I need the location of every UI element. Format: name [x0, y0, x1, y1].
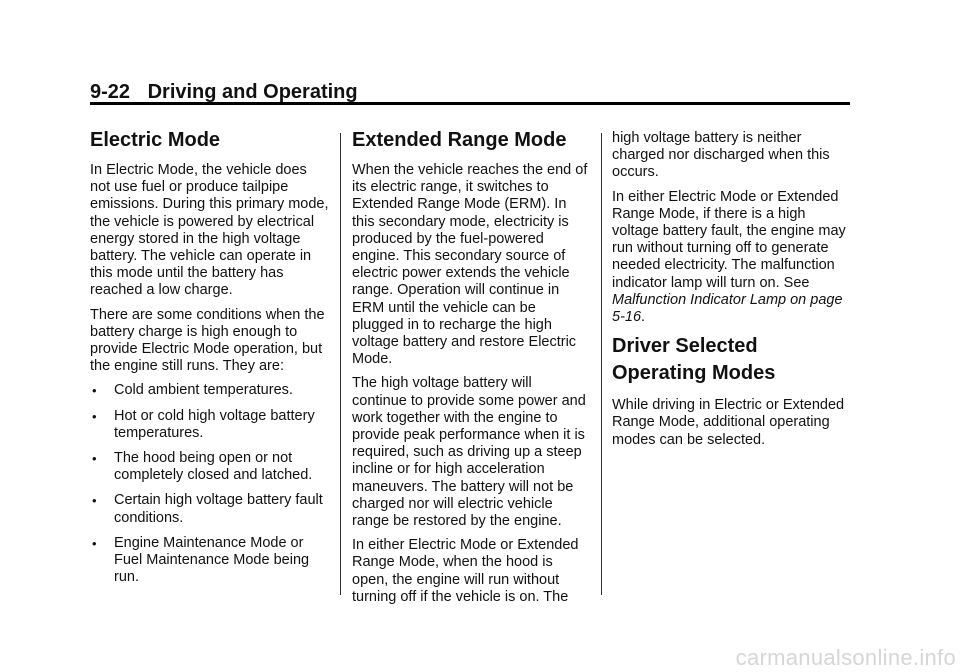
list-item: [90, 535, 330, 587]
paragraph: In Electric Mode, the vehicle does not use fuel or produce tailpipe emissions. During this primary mode, the vehicle is powered by electrical energy stored in the high voltage battery. The vehicle can operate in this mode until the battery has reached a low charge.: [90, 162, 329, 299]
column-divider-1: [340, 133, 341, 595]
paragraph: high voltage battery is neither charged nor discharged when this occurs.: [612, 130, 830, 181]
paragraph: [612, 189, 854, 327]
bullet-icon: •: [92, 408, 97, 424]
list-item-text: Certain high voltage battery fault conditions.: [114, 492, 323, 526]
list-item-text: The hood being open or not completely closed and latched.: [114, 450, 313, 484]
bullet-icon: •: [92, 451, 97, 467]
cross-reference-link[interactable]: Malfunction Indicator Lamp on page 5-16: [612, 291, 843, 326]
list-item-text: Cold ambient temperatures.: [114, 382, 293, 399]
paragraph: There are some conditions when the battery charge is high enough to provide Electric Mode operation, but the engine still runs. They are:: [90, 306, 325, 375]
header-rule: [90, 102, 850, 105]
paragraph: In either Electric Mode or Extended Range Mode, when the hood is open, the engine will run without turning off if the vehicle is on. The: [352, 537, 579, 605]
page-number: 9-22: [90, 81, 131, 103]
list-item-text: Hot or cold high voltage battery temperatures.: [114, 407, 315, 441]
paragraph: While driving in Electric or Extended Range Mode, additional operating modes can be selected.: [612, 397, 845, 448]
page-header: [90, 81, 850, 103]
paragraph: The high voltage battery will continue to provide some power and work together with the engine to provide peak performance when it is required, such as driving up a steep incline or for high acceleration maneuvers. The battery will not be charged nor will electric vehicle range be restored by the engine.: [352, 375, 586, 530]
bullet-icon: •: [92, 535, 97, 551]
list-item: [90, 492, 330, 526]
column-2: [352, 128, 588, 613]
heading-electric-mode: Electric Mode: [90, 129, 221, 151]
conditions-list: [90, 382, 330, 586]
heading-extended-range-mode: Extended Range Mode: [352, 129, 567, 151]
section-title: Driving and Operating: [147, 81, 358, 103]
watermark: carmanualsonline.info: [735, 645, 956, 670]
paragraph-text: In either Electric Mode or Extended Range Mode, if there is a high voltage battery fault, the engine may run without turning off to generate needed electricity. The malfunction indicator lamp will turn on. See: [612, 188, 846, 291]
list-item: [90, 382, 330, 399]
bullet-icon: •: [92, 493, 97, 509]
column-1: [90, 128, 330, 594]
punctuation: .: [641, 309, 646, 326]
heading-driver-selected-modes: Driver Selected Operating Modes: [612, 335, 776, 385]
column-3: [612, 130, 854, 456]
list-item: [90, 408, 330, 442]
column-divider-2: [601, 133, 602, 595]
bullet-icon: •: [92, 383, 97, 399]
paragraph: When the vehicle reaches the end of its electric range, it switches to Extended Range Mode (ERM). In this secondary mode, electricity is produced by the fuel-powered engine. This secondary source of electric power extends the vehicle range. Operation will continue in ERM until the vehicle can be plugged in to recharge the high voltage battery and restore Electric Mode.: [352, 162, 588, 368]
list-item: [90, 450, 330, 484]
list-item-text: Engine Maintenance Mode or Fuel Maintenance Mode being run.: [114, 534, 310, 586]
